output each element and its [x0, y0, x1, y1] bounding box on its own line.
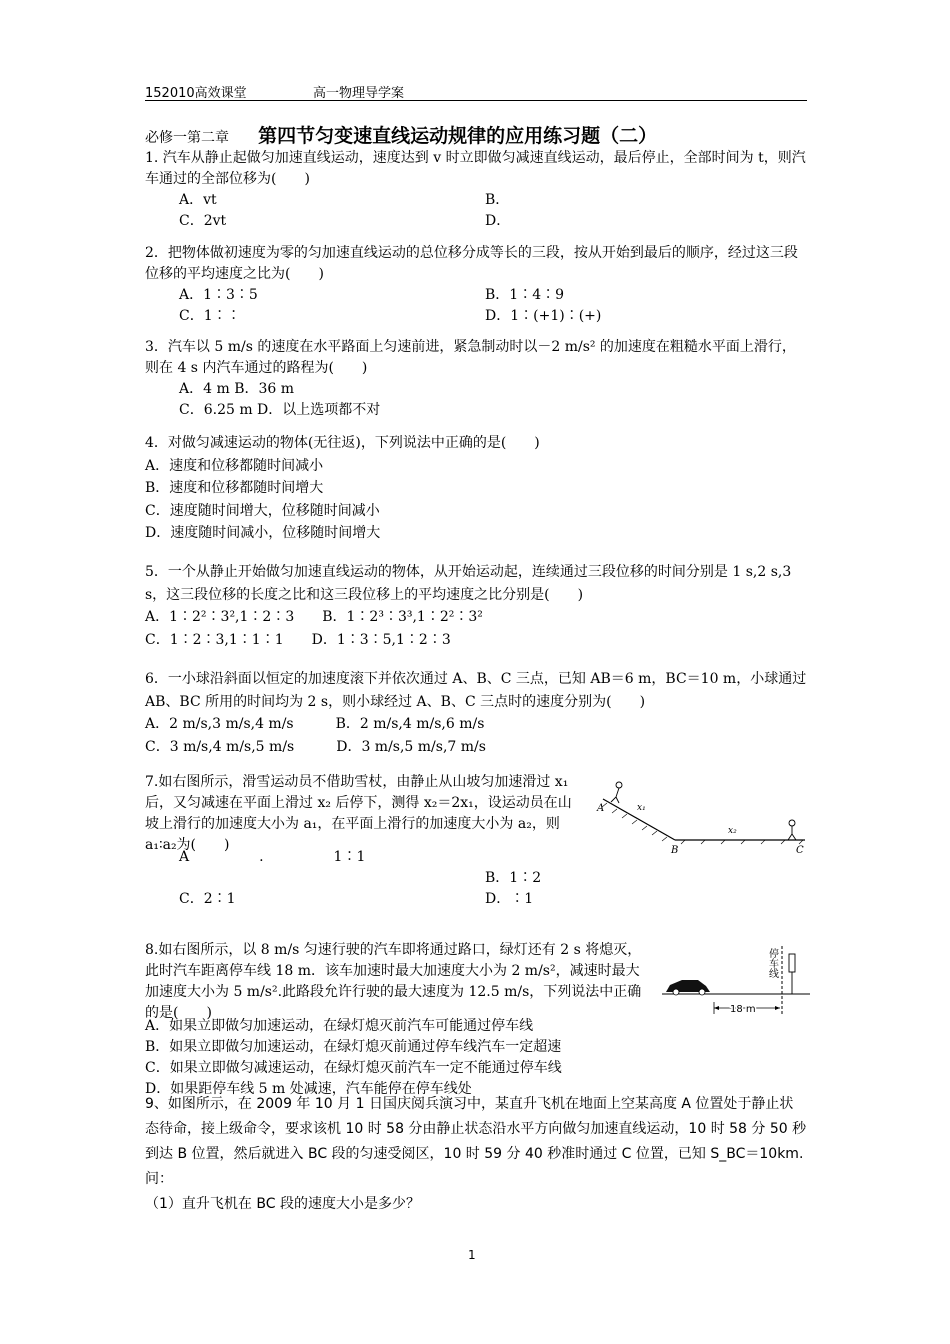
q4-stem: 4．对做匀减速运动的物体(无往返)，下列说法中正确的是( ) [145, 435, 540, 451]
question-1 [145, 148, 807, 232]
label-x2: x₂ [728, 826, 737, 836]
question-5 [145, 561, 807, 651]
header-rule [145, 100, 807, 101]
question-2 [145, 243, 807, 327]
stop-line-figure [662, 942, 812, 1020]
q9-part1: （1）直升飞机在 BC 段的速度大小是多少？ [145, 1196, 420, 1212]
q8-option-d: D．如果距停车线 5 m 处减速，汽车能停在停车线处 [145, 1081, 472, 1097]
q8-stem: 8.如右图所示，以 8 m/s 匀速行驶的汽车即将通过路口，绿灯还有 2 s 将熄灭，此时汽车距离停车线 18 m．该车加速时最大加速度大小为 2 m/s²，减速时最大加速度大小为 5 m/s².此路段允许行驶的最大速度为 12.5 m/s，下列说法中正确的是( ) [145, 942, 642, 1021]
header-left: 152010高效课堂 [145, 86, 247, 101]
q2-stem: 2．把物体做初速度为零的匀加速直线运动的总位移分成等长的三段，按从开始到最后的顺序，经过这三段位移的平均速度之比为( ) [145, 245, 798, 282]
question-6 [145, 668, 807, 758]
q4-option-d: D．速度随时间减小，位移随时间增大 [145, 525, 381, 541]
label-x1: x₁ [637, 803, 646, 813]
page-title: 第四节匀变速直线运动规律的应用练习题（二） [258, 125, 658, 147]
q5-stem: 5．一个从静止开始做匀加速直线运动的物体，从开始运动起，连续通过三段位移的时间分别是 1 s,2 s,3 s，这三段位移的长度之比和这三段位移上的平均速度之比分别是( ) [145, 564, 792, 603]
q7-option-c: C．2∶1 [179, 891, 236, 907]
question-3 [145, 337, 807, 421]
q1-option-d: D． [485, 213, 511, 229]
question-8 [145, 940, 650, 1024]
q3-stem: 3．汽车以 5 m/s 的速度在水平路面上匀速前进，紧急制动时以－2 m/s² 的加速度在粗糙水平面上滑行，则在 4 s 内汽车通过的路程为( ) [145, 339, 796, 376]
ski-slope-figure [595, 777, 810, 857]
q5-options-ab: A．1∶2²∶3²,1∶2∶3 B．1∶2³∶3³,1∶2²∶3² [145, 609, 483, 625]
q7-option-d: D．∶1 [485, 891, 534, 907]
q1-option-c: C．2vt [179, 213, 227, 229]
q4-option-c: C．速度随时间增大，位移随时间减小 [145, 502, 380, 519]
title-bar [145, 121, 657, 148]
skier-start-icon [611, 782, 622, 803]
q6-options-ab: A．2 m/s,3 m/s,4 m/s B．2 m/s,4 m/s,6 m/s [145, 716, 485, 732]
question-9 [145, 1092, 807, 1217]
label-a: A [597, 803, 605, 814]
skier-end-icon [788, 820, 796, 840]
page-header [145, 82, 405, 101]
q8-option-c: C．如果立即做匀减速运动，在绿灯熄灭前汽车一定不能通过停车线 [145, 1060, 562, 1076]
q2-option-a: A．1∶3∶5 [179, 287, 258, 303]
q7-option-a: A . 1∶1 [179, 849, 366, 865]
q5-options-cd: C．1∶2∶3,1∶1∶1 D．1∶3∶5,1∶2∶3 [145, 631, 451, 648]
q2-option-c: C．1∶∶ [179, 308, 241, 324]
q3-options-ab: A．4 m B．36 m [179, 381, 295, 397]
q4-option-b: B．速度和位移都随时间增大 [145, 480, 324, 496]
q7-stem: 7.如右图所示，滑雪运动员不借助雪杖，由静止从山坡匀加速滑过 x₁ 后，又匀减速在平面上滑过 x₂ 后停下，测得 x₂＝2x₁，设运动员在山坡上滑行的加速度大小为 a₁，在平面上滑行的加速度大小为 a₂，则 a₁∶a₂为( ) [145, 774, 572, 853]
label-b: B [671, 845, 679, 856]
q8-option-a: A．如果立即做匀加速运动，在绿灯熄灭前汽车可能通过停车线 [145, 1018, 534, 1034]
q3-options-cd: C．6.25 m D．以上选项都不对 [179, 402, 381, 418]
q9-stem: 9、如图所示，在 2009 年 10 月 1 日国庆阅兵演习中，某直升飞机在地面上空某高度 A 位置处于静止状态待命，接上级命令，要求该机 10 时 58 分由静止状态沿水平方向做匀加速直线运动，10 时 58 分 50 秒到达 B 位置，然后就进入 BC 段的匀速受阅区，10 时 59 分 40 秒准时通过 C 位置，已知 S_BC＝10km.问： [145, 1096, 807, 1187]
chapter-label: 必修一第二章 [145, 130, 229, 146]
stopline-label: 停车线 [766, 948, 778, 978]
car-icon [666, 980, 710, 995]
question-4 [145, 432, 807, 545]
q6-options-cd: C．3 m/s,4 m/s,5 m/s D．3 m/s,5 m/s,7 m/s [145, 738, 486, 755]
header-right: 高一物理导学案 [313, 86, 405, 101]
question-8-options [145, 1016, 807, 1100]
q8-option-b: B．如果立即做匀加速运动，在绿灯熄灭前通过停车线汽车一定超速 [145, 1039, 562, 1055]
q1-option-b: B． [485, 192, 510, 208]
q4-option-a: A．速度和位移都随时间减小 [145, 457, 324, 474]
q1-option-a: A．vt [179, 192, 217, 208]
question-7 [145, 772, 585, 856]
distance-label: 18 m [730, 1004, 756, 1015]
q2-option-d: D．1∶(+1)∶(+) [485, 308, 602, 324]
q6-stem: 6．一小球沿斜面以恒定的加速度滚下并依次通过 A、B、C 三点，已知 AB＝6 m，BC＝10 m，小球通过 AB、BC 所用的时间均为 2 s，则小球经过 A、B、C 三点时的速度分别为( ) [145, 671, 807, 710]
page-number: 1 [468, 1248, 476, 1262]
label-c: C [796, 845, 804, 856]
q1-stem: 1. 汽车从静止起做匀加速直线运动，速度达到 v 时立即做匀减速直线运动，最后停止，全部时间为 t，则汽车通过的全部位移为( ) [145, 150, 806, 187]
traffic-light-icon [789, 954, 795, 972]
q7-option-b: B．1∶2 [485, 870, 542, 886]
q2-option-b: B．1∶4∶9 [485, 287, 565, 303]
